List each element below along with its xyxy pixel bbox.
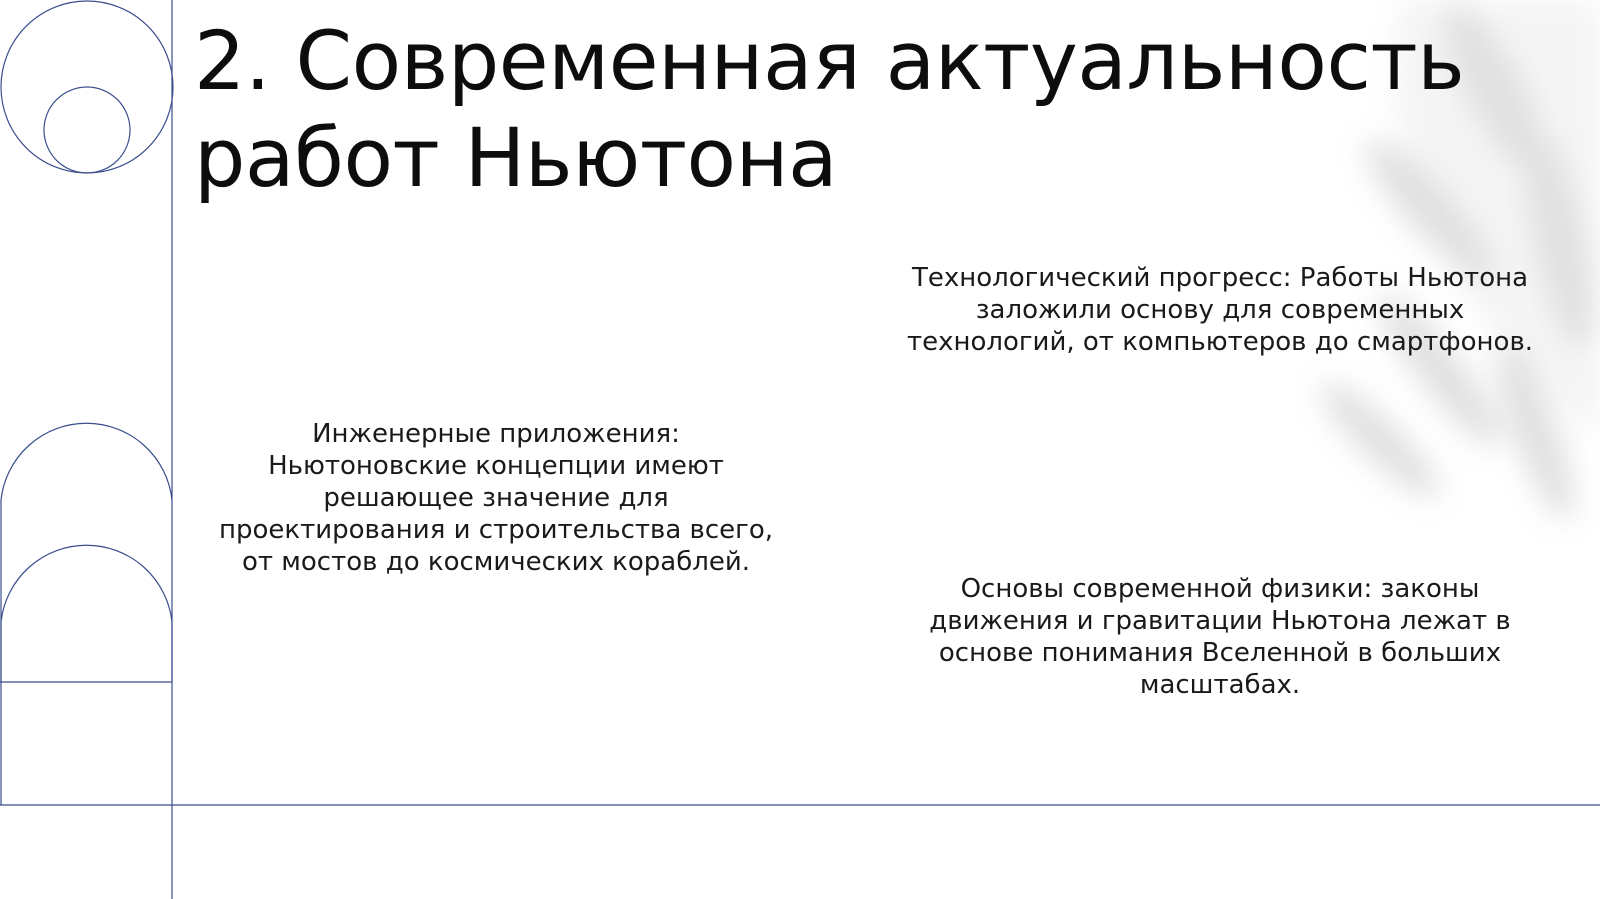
text-block-technological-progress <box>880 262 1560 358</box>
small-circle <box>44 87 130 173</box>
lower-arch <box>1 545 172 682</box>
text-line: масштабах. <box>1139 670 1301 700</box>
text-block-modern-physics <box>900 573 1540 701</box>
text-line: технологий, от компьютеров до смартфонов. <box>906 327 1534 357</box>
upper-arch <box>1 423 172 500</box>
text-line: движения и гравитации Ньютона лежат в <box>929 606 1511 636</box>
text-line: Инженерные приложения: <box>312 419 680 449</box>
text-line: Технологический прогресс: Работы Ньютона <box>911 263 1529 293</box>
text-line: основе понимания Вселенной в больших <box>938 638 1502 668</box>
text-line: от мостов до космических кораблей. <box>241 547 751 577</box>
text-line: решающее значение для <box>323 483 669 513</box>
text-line: проектирования и строительства всего, <box>218 515 774 545</box>
text-line: Основы современной физики: законы <box>960 574 1480 604</box>
text-line: Ньютоновские концепции имеют <box>268 451 724 481</box>
title-line-2: работ Ньютона <box>194 112 838 206</box>
text-block-engineering-applications <box>196 418 796 578</box>
text-line: заложили основу для современных <box>975 295 1465 325</box>
slide-title <box>194 14 1574 208</box>
title-line-1: 2. Современная актуальность <box>194 15 1465 109</box>
